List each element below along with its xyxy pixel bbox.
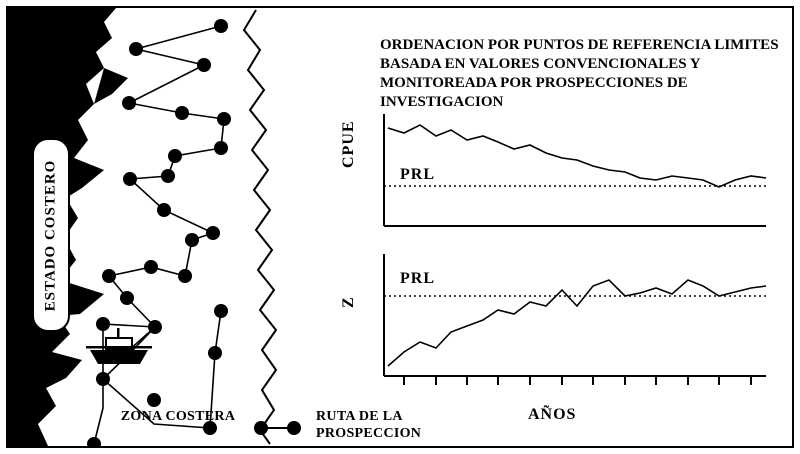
survey-route-legend-label: RUTA DE LA PROSPECCION <box>316 409 422 441</box>
cpue-axis-label-text <box>340 146 358 168</box>
z-axis-label <box>338 288 360 328</box>
z-series-line <box>388 280 766 366</box>
cpue-axis-label <box>338 148 360 218</box>
figure-title: ORDENACION POR PUNTOS DE REFERENCIA LIMITES BASADA EN VALORES CONVENCIONALES Y MONITOREADA POR PROSPECCIONES DE INVESTIGACION <box>380 37 779 110</box>
cpue-series-line <box>388 125 766 187</box>
coastal-zone-label: ZONA COSTERA <box>120 409 236 424</box>
figure-frame <box>6 6 794 448</box>
coastal-state-label <box>32 138 70 332</box>
z-x-ticks <box>404 376 751 385</box>
z-prl-label: PRL <box>400 270 435 287</box>
z-axis-label-text: Z <box>340 296 357 308</box>
x-axis-label: AÑOS <box>528 406 577 423</box>
coastal-state-label-text: ESTADO COSTERO <box>42 159 59 311</box>
cpue-prl-label: PRL <box>400 166 435 183</box>
